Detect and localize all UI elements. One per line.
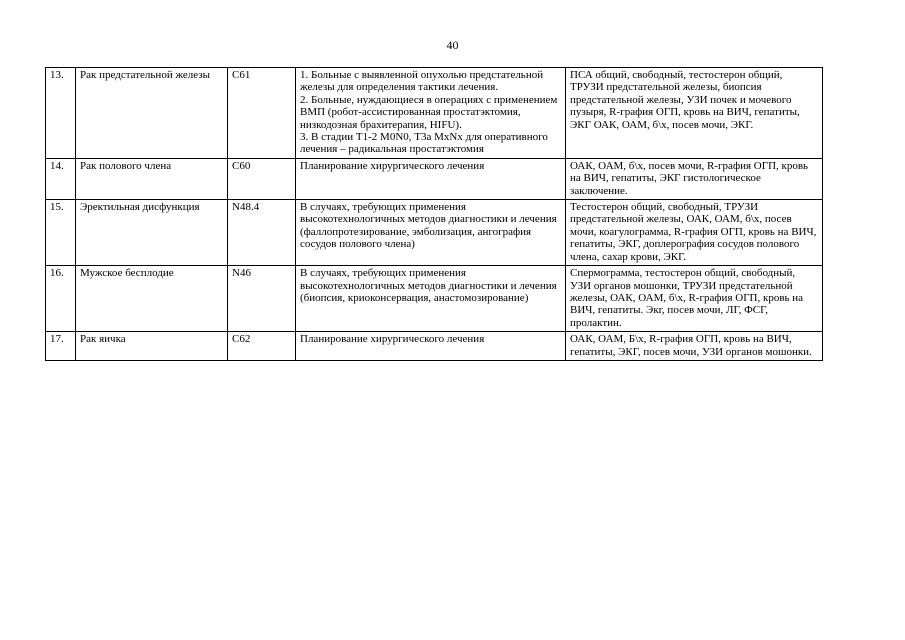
icd-code: C60	[228, 158, 296, 199]
indications-cell	[296, 158, 566, 199]
examinations-cell: Спермограмма, тестостерон общий, свободный, УЗИ органов мошонки, ТРУЗИ предстательной железы, ОАК, ОАМ, б\х, R-графия ОГП, кровь на ВИЧ, гепатиты. Экг, посев мочи, ЛГ, ФСГ, пролактин.	[566, 266, 823, 332]
icd-code: C62	[228, 332, 296, 361]
table-row	[46, 332, 823, 361]
indication-item: 2. Больные, нуждающиеся в операциях с применением ВМП (робот-ассистированная простатэктомия, низкодозная брахитерапия, HIFU).	[300, 93, 558, 131]
diagnosis-name: Рак полового члена	[76, 158, 228, 199]
row-number: 15.	[46, 200, 76, 266]
indications-cell	[296, 200, 566, 266]
indication-item: Планирование хирургического лечения	[300, 333, 485, 346]
indication-item: 1. Больные с выявленной опухолью предстательной железы для определения тактики лечения.	[300, 69, 544, 94]
indication-item: Планирование хирургического лечения	[300, 159, 485, 172]
indication-item: В случаях, требующих применения высокотехнологичных методов диагностики и лечения (фаллопротезирование, эмболизация, ангография сосудов полового члена)	[300, 201, 557, 251]
diagnosis-name: Рак яичка	[76, 332, 228, 361]
icd-code: N48.4	[228, 200, 296, 266]
indications-cell	[296, 332, 566, 361]
indication-item: В случаях, требующих применения высокотехнологичных методов диагностики и лечения (биопсия, криоконсервация, анастомозирование)	[300, 267, 557, 304]
row-number: 14.	[46, 158, 76, 199]
indications-cell	[296, 68, 566, 159]
protocol-table	[45, 67, 823, 361]
row-number: 16.	[46, 266, 76, 332]
indications-cell	[296, 266, 566, 332]
icd-code: N46	[228, 266, 296, 332]
examinations-cell: ОАК, ОАМ, Б\х, R-графия ОГП, кровь на ВИЧ, гепатиты, ЭКГ, посев мочи, УЗИ органов мошонки.	[566, 332, 823, 361]
row-number: 13.	[46, 68, 76, 159]
icd-code: C61	[228, 68, 296, 159]
examinations-cell: Тестостерон общий, свободный, ТРУЗИ предстательной железы, ОАК, ОАМ, б\х, посев мочи, коагулограмма, R-графия ОГП, кровь на ВИЧ, гепатиты, ЭКГ, доплерография сосудов полового члена, сахар крови, ЭКГ.	[566, 200, 823, 266]
table-row	[46, 200, 823, 266]
row-number: 17.	[46, 332, 76, 361]
examinations-cell: ОАК, ОАМ, б\х, посев мочи, R-графия ОГП, кровь на ВИЧ, гепатиты, ЭКГ гистологическое заключение.	[566, 158, 823, 199]
page-number: 40	[446, 38, 459, 52]
indication-item: 3. В стадии Т1-2 M0N0, Т3а MxNx для оперативного лечения – радикальная простатэктомия	[300, 131, 548, 156]
examinations-cell: ПСА общий, свободный, тестостерон общий, ТРУЗИ предстательной железы, биопсия предстательной железы, УЗИ почек и мочевого пузыря, R-графия ОГП, кровь на ВИЧ, гепатиты, ЭКГ ОАК, ОАМ, б\х, посев мочи, ЭКГ.	[566, 68, 823, 159]
diagnosis-name: Рак предстательной железы	[76, 68, 228, 159]
table-row	[46, 266, 823, 332]
table-row	[46, 158, 823, 199]
diagnosis-name: Эректильная дисфункция	[76, 200, 228, 266]
diagnosis-name: Мужское бесплодие	[76, 266, 228, 332]
table-row	[46, 68, 823, 159]
